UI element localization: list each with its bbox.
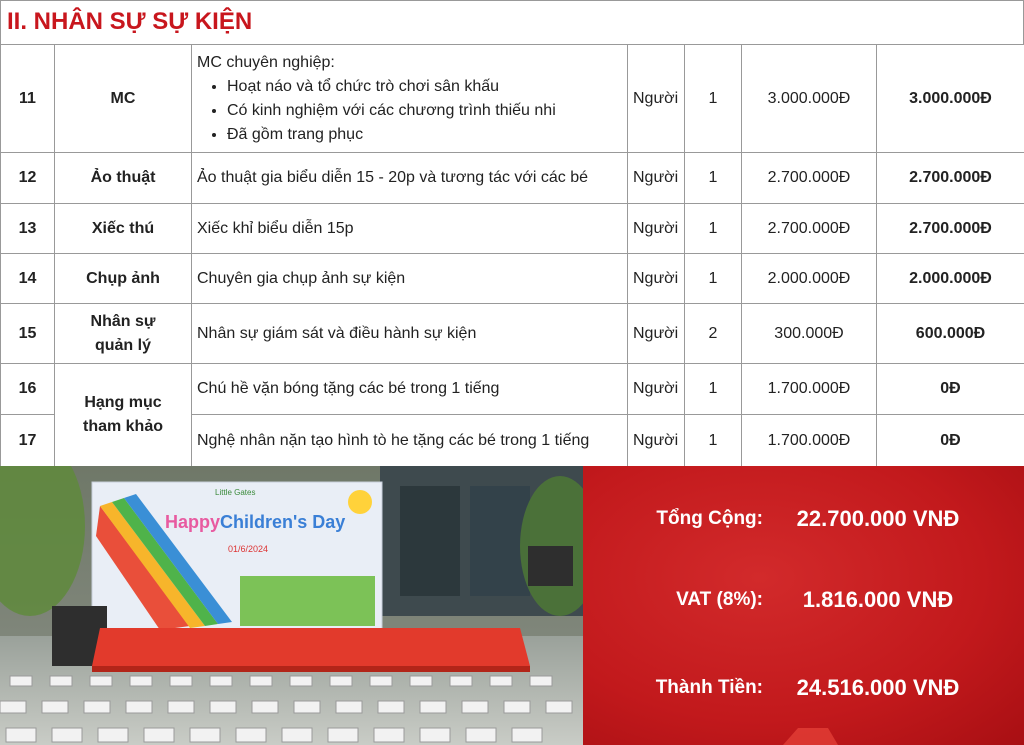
row-number: 14 xyxy=(1,254,55,304)
total-label: Tổng Cộng: xyxy=(656,508,763,529)
line-total: 0Đ xyxy=(877,364,1024,415)
quantity: 1 xyxy=(685,364,742,415)
banner-logo: Little Gates xyxy=(215,488,256,497)
table-row xyxy=(1,304,1024,364)
sun-icon xyxy=(348,490,372,514)
unit: Người xyxy=(628,304,685,364)
event-stage-photo xyxy=(0,466,583,745)
row-number: 13 xyxy=(1,204,55,254)
quantity: 1 xyxy=(685,254,742,304)
summary-vat-row xyxy=(583,585,1024,615)
row-number: 15 xyxy=(1,304,55,364)
item-description: Nghệ nhân nặn tạo hình tò he tặng các bé trong 1 tiếng xyxy=(192,415,628,467)
item-name xyxy=(55,304,192,364)
final-label: Thành Tiền: xyxy=(655,677,763,698)
red-stage xyxy=(92,628,530,666)
window xyxy=(400,486,460,596)
item-description: Chú hề vặn bóng tặng các bé trong 1 tiếng xyxy=(192,364,628,415)
summary-final-row xyxy=(583,673,1024,703)
unit: Người xyxy=(628,364,685,415)
row-number: 12 xyxy=(1,153,55,204)
description-intro: MC chuyên nghiệp: xyxy=(197,53,335,71)
list-item: • Đã gồm trang phục xyxy=(227,123,622,147)
unit-price: 1.700.000Đ xyxy=(742,364,877,415)
unit-price: 2.700.000Đ xyxy=(742,153,877,204)
total-value: 22.700.000 VNĐ xyxy=(796,506,960,531)
item-description: Nhân sự giám sát và điều hành sự kiện xyxy=(192,304,628,364)
unit-price: 2.700.000Đ xyxy=(742,204,877,254)
quantity: 1 xyxy=(685,153,742,204)
table-row xyxy=(1,204,1024,254)
unit-price: 300.000Đ xyxy=(742,304,877,364)
item-description: Xiếc khỉ biểu diễn 15p xyxy=(192,204,628,254)
item-name xyxy=(55,364,192,467)
unit: Người xyxy=(628,254,685,304)
quantity: 1 xyxy=(685,204,742,254)
line-total: 2.700.000Đ xyxy=(877,204,1024,254)
table-row xyxy=(1,153,1024,204)
speaker xyxy=(528,546,573,586)
backdrop-grass xyxy=(240,576,375,626)
item-name-line: Nhân sự xyxy=(90,312,156,330)
banner-date: 01/6/2024 xyxy=(228,544,269,554)
unit: Người xyxy=(628,45,685,153)
stage-edge xyxy=(92,666,530,672)
banner-happy: Happy xyxy=(165,512,221,532)
item-description: Ảo thuật gia biểu diễn 15 - 20p và tương tác với các bé xyxy=(192,153,628,204)
quantity: 1 xyxy=(685,415,742,467)
list-item: • Hoạt náo và tổ chức trò chơi sân khấu xyxy=(227,75,622,99)
line-total: 2.000.000Đ xyxy=(877,254,1024,304)
list-item: • Có kinh nghiệm với các chương trình thiếu nhi xyxy=(227,99,622,123)
unit: Người xyxy=(628,415,685,467)
stage-illustration xyxy=(0,466,583,745)
item-description xyxy=(192,45,628,153)
row-number: 11 xyxy=(1,45,55,153)
section-header xyxy=(0,0,1024,45)
table-row xyxy=(1,364,1024,415)
table-row xyxy=(1,254,1024,304)
unit-price: 2.000.000Đ xyxy=(742,254,877,304)
quantity: 1 xyxy=(685,45,742,153)
banner-childrens-day: Children's Day xyxy=(220,512,346,532)
table-row xyxy=(1,45,1024,153)
unit-price: 1.700.000Đ xyxy=(742,415,877,467)
item-name-line: tham khảo xyxy=(82,418,163,435)
row-number: 16 xyxy=(1,364,55,415)
item-name-line: quản lý xyxy=(94,336,151,354)
line-total: 600.000Đ xyxy=(877,304,1024,364)
row-number: 17 xyxy=(1,415,55,467)
line-total: 2.700.000Đ xyxy=(877,153,1024,204)
item-name-line: Hạng mục xyxy=(84,394,162,411)
price-summary xyxy=(583,466,1024,745)
line-total: 0Đ xyxy=(877,415,1024,467)
unit: Người xyxy=(628,153,685,204)
unit: Người xyxy=(628,204,685,254)
quantity: 2 xyxy=(685,304,742,364)
section-title: II. NHÂN SỰ SỰ KIỆN xyxy=(7,8,253,35)
item-name: Xiếc thú xyxy=(55,204,192,254)
item-name: Ảo thuật xyxy=(55,153,192,204)
item-name: MC xyxy=(55,45,192,153)
vat-value: 1.816.000 VNĐ xyxy=(802,587,954,612)
line-total: 3.000.000Đ xyxy=(877,45,1024,153)
item-description: Chuyên gia chụp ảnh sự kiện xyxy=(192,254,628,304)
item-name: Chụp ảnh xyxy=(55,254,192,304)
services-table xyxy=(0,44,1024,467)
vat-label: VAT (8%): xyxy=(676,589,763,610)
description-bullets xyxy=(197,75,622,147)
unit-price: 3.000.000Đ xyxy=(742,45,877,153)
summary-total-row xyxy=(583,504,1024,534)
final-value: 24.516.000 VNĐ xyxy=(796,675,960,700)
